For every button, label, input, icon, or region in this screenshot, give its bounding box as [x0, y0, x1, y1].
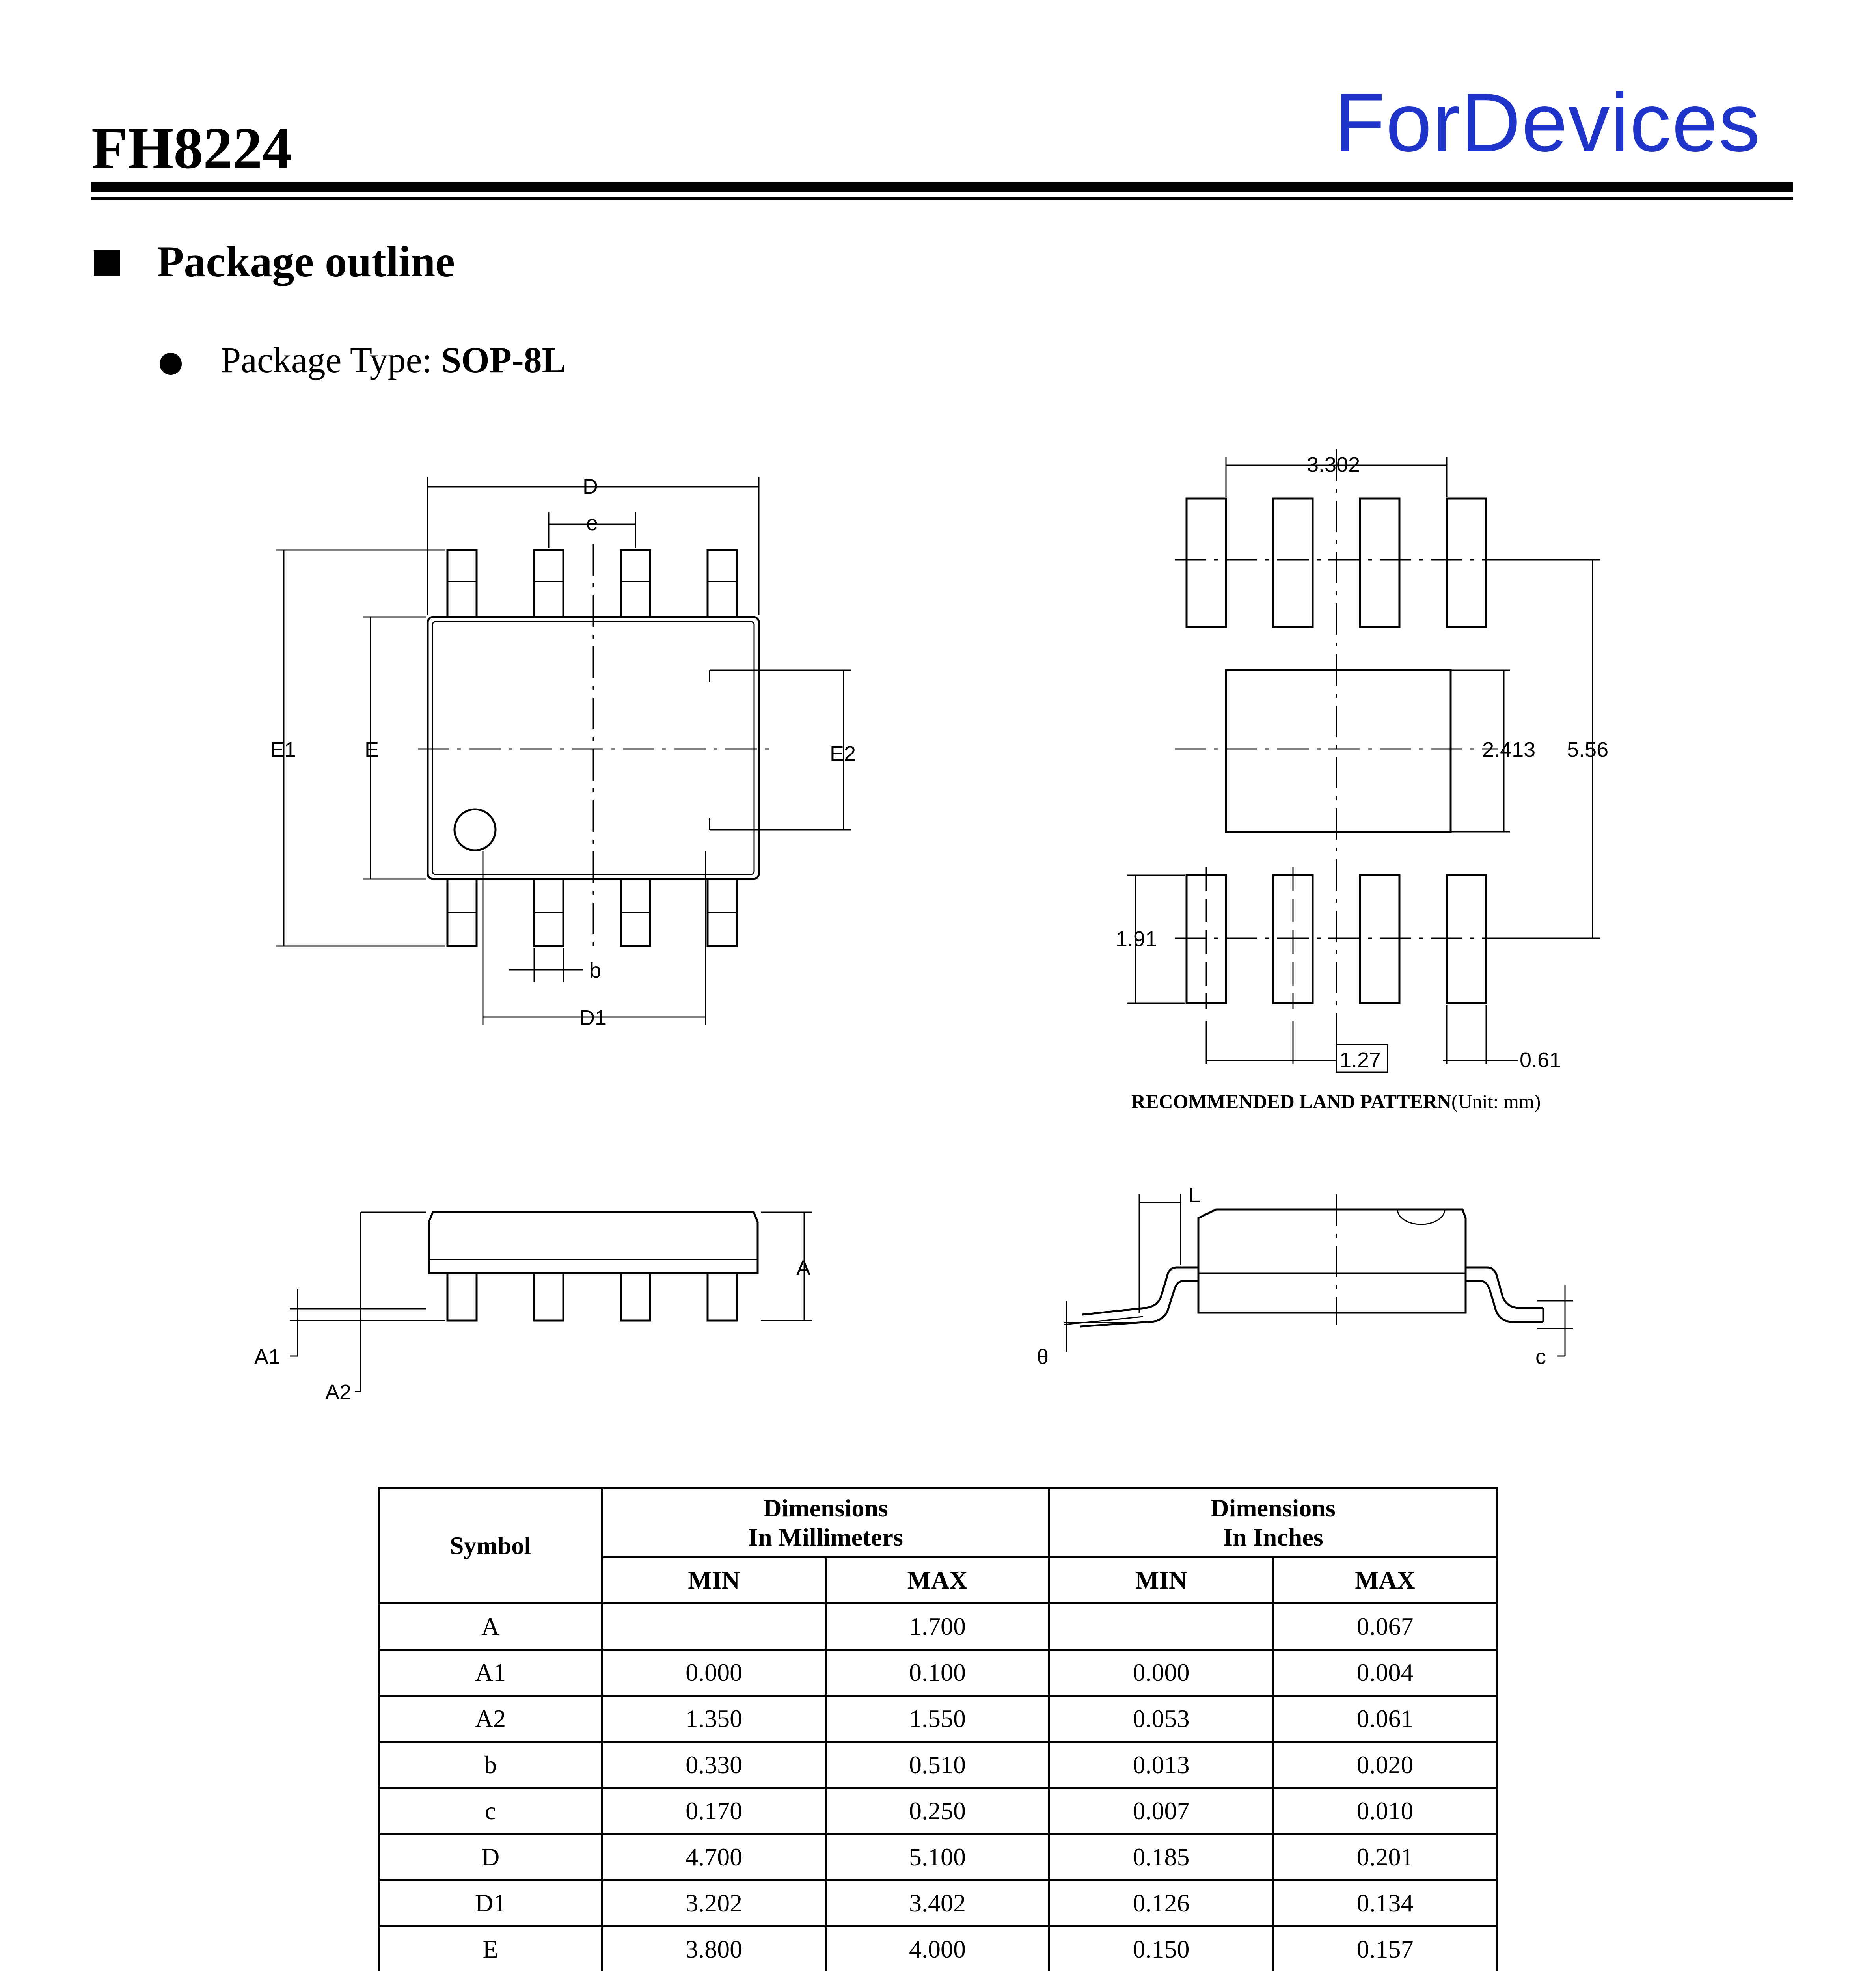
- package-type-label: Package Type:: [221, 340, 432, 380]
- land-dim-127: 1.27: [1339, 1048, 1381, 1072]
- table-row: A 1.700 0.067: [379, 1604, 1497, 1650]
- dim-label-b: b: [589, 959, 602, 982]
- table-row: b 0.330 0.510 0.013 0.020: [379, 1742, 1497, 1788]
- table-row: c 0.170 0.250 0.007 0.010: [379, 1788, 1497, 1834]
- header-mm-min: MIN: [602, 1557, 826, 1604]
- header-inches: Dimensions In Inches: [1049, 1488, 1497, 1557]
- header-in-max: MAX: [1273, 1557, 1497, 1604]
- header-mm-max: MAX: [826, 1557, 1049, 1604]
- package-type-value: SOP-8L: [441, 340, 566, 380]
- land-dim-2413: 2.413: [1482, 738, 1536, 762]
- header-symbol: Symbol: [379, 1488, 602, 1604]
- dim-label-E: E: [365, 738, 379, 762]
- dim-label-E2: E2: [830, 742, 856, 766]
- table-row: D 4.700 5.100 0.185 0.201: [379, 1834, 1497, 1880]
- dim-label-A: A: [796, 1256, 811, 1280]
- land-pattern-caption: [1131, 1090, 1541, 1113]
- land-dim-191: 1.91: [1116, 927, 1157, 951]
- header-in-min: MIN: [1049, 1557, 1273, 1604]
- dimensions-table: [378, 1487, 1498, 1971]
- dim-label-D: D: [583, 475, 598, 498]
- dim-label-A1: A1: [254, 1345, 281, 1369]
- top-view-drawing: [276, 477, 851, 1025]
- land-pattern-caption-unit: (Unit: mm): [1451, 1090, 1541, 1112]
- table-row: D1 3.202 3.402 0.126 0.134: [379, 1880, 1497, 1926]
- brand-logo: ForDevices: [1334, 76, 1761, 169]
- dim-label-e: e: [586, 511, 598, 535]
- table-row: A2 1.350 1.550 0.053 0.061: [379, 1696, 1497, 1742]
- dim-label-c: c: [1535, 1345, 1546, 1369]
- part-number-title: FH8224: [91, 116, 292, 181]
- header-millimeters: Dimensions In Millimeters: [602, 1488, 1049, 1557]
- dim-label-L: L: [1189, 1183, 1201, 1207]
- land-dim-3302: 3.302: [1307, 453, 1360, 477]
- dim-label-A2: A2: [325, 1380, 352, 1404]
- dim-label-theta: θ: [1037, 1345, 1049, 1369]
- table-row: E 3.800 4.000 0.150 0.157: [379, 1926, 1497, 1971]
- side-view-drawing: [290, 1212, 812, 1392]
- section-title: Package outline: [157, 237, 455, 286]
- land-dim-556: 5.56: [1567, 738, 1609, 762]
- land-pattern-caption-title: RECOMMENDED LAND PATTERN: [1131, 1090, 1452, 1112]
- land-dim-061: 0.61: [1520, 1048, 1561, 1072]
- dim-label-E1: E1: [270, 738, 296, 762]
- table-row: A1 0.000 0.100 0.000 0.004: [379, 1650, 1497, 1696]
- dim-label-D1: D1: [579, 1006, 607, 1030]
- end-view-drawing: [1064, 1194, 1573, 1356]
